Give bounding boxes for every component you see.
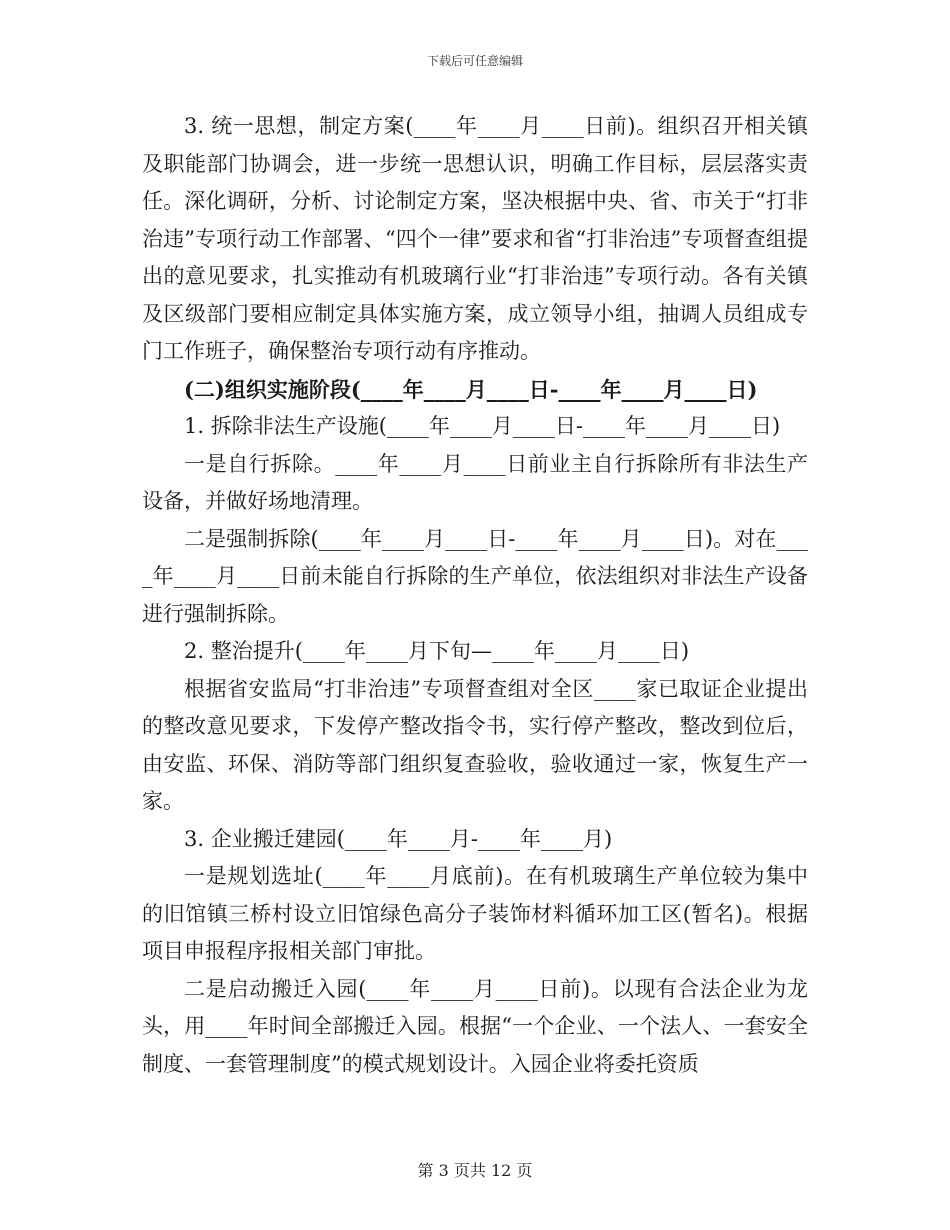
page-header: 下载后可任意编辑 — [426, 54, 523, 68]
paragraph-rectify-heading: 2. 整治提升(____年____月下旬—____年____月____日) — [184, 639, 690, 663]
paragraph-self-demolish: 一是自行拆除。____年____月____日前业主自行拆除所有非法生产设备，并做好场地清理。 — [142, 451, 808, 513]
section-heading-implementation: (二)组织实施阶段(____年____月____日-____年____月____日) — [184, 376, 758, 402]
paragraph-rectify-body: 根据省安监局“打非治违”专项督查组对全区____家已取证企业提出的整改意见要求，下发停产整改指令书，实行停产整改，整改到位后，由安监、环保、消防等部门组织复查验收，验收通过一家，恢复生产一家。 — [142, 676, 808, 813]
paragraph-relocate-heading: 3. 企业搬迁建园(____年____月-____年____月) — [184, 826, 613, 851]
paragraph-forced-demolish: 二是强制拆除(____年____月____日-____年____月____日)。对在____年____月____日前未能自行拆除的生产单位，依法组织对非法生产设备进行强制拆除。 — [142, 526, 808, 626]
paragraph-site-selection: 一是规划选址(____年____月底前)。在有机玻璃生产单位较为集中的旧馆镇三桥村设立旧馆绿色高分子装饰材料循环加工区(暂名)。根据项目申报程序报相关部门审批。 — [142, 864, 808, 963]
paragraph-demolish-heading: 1. 拆除非法生产设施(____年____月____日-____年____月____日) — [184, 414, 781, 438]
page-footer: 第 3 页共 12 页 — [417, 1161, 533, 1180]
document-body — [142, 108, 808, 1083]
paragraph-unify-plan: 3. 统一思想，制定方案(____年____月____日前)。组织召开相关镇及职能部门协调会，进一步统一思想认识，明确工作目标，层层落实责任。深化调研，分析、讨论制定方案，坚决根据中央、省、市关于“打非治违”专项行动工作部署、“四个一律”要求和省“打非治违”专项督查组提出的意见要求，扎实推动有机玻璃行业“打非治违”专项行动。各有关镇及区级部门要相应制定具体实施方案，成立领导小组，抽调人员组成专门工作班子，确保整治专项行动有序推动。 — [142, 114, 808, 363]
paragraph-start-relocation: 二是启动搬迁入园(____年____月____日前)。以现有合法企业为龙头，用____年时间全部搬迁入园。根据“一个企业、一个法人、一套安全制度、一套管理制度”的模式规划设计。入园企业将委托资质 — [142, 976, 808, 1076]
